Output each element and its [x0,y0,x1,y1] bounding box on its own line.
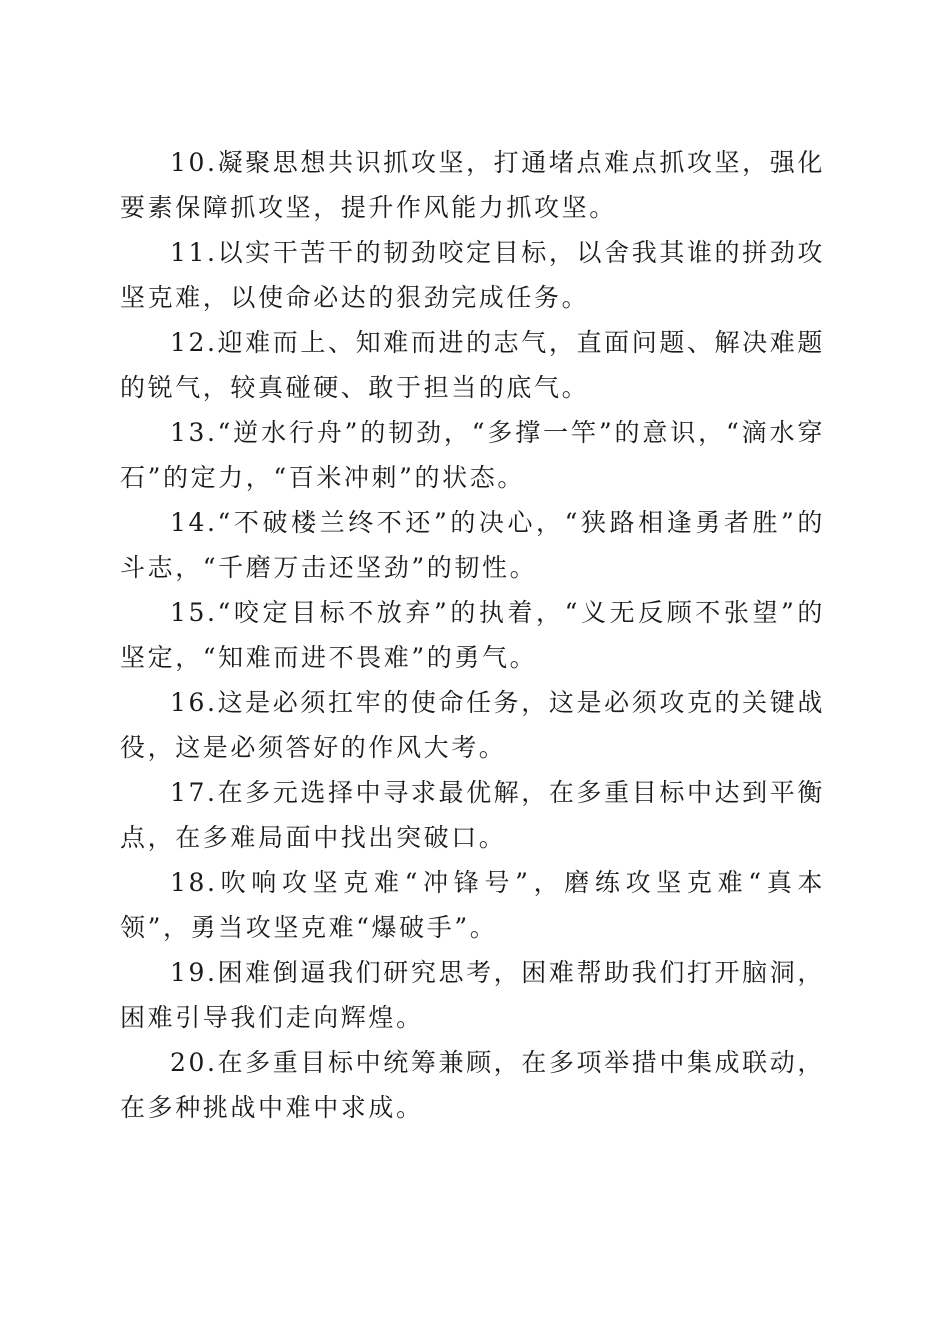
paragraph-16: 16.这是必须扛牢的使命任务，这是必须攻克的关键战役，这是必须答好的作风大考。 [120,688,825,762]
paragraph-14: 14.“不破楼兰终不还”的决心，“狭路相逢勇者胜”的斗志，“千磨万击还坚劲”的韧性。 [120,508,825,582]
document-page [120,140,825,1130]
paragraph-10: 10.凝聚思想共识抓攻坚，打通堵点难点抓攻坚，强化要素保障抓攻坚，提升作风能力抓攻坚。 [120,148,825,222]
paragraph-20: 20.在多重目标中统筹兼顾，在多项举措中集成联动，在多种挑战中难中求成。 [120,1048,825,1122]
paragraph-12: 12.迎难而上、知难而进的志气，直面问题、解决难题的锐气，较真碰硬、敢于担当的底气。 [120,328,825,402]
paragraph-17: 17.在多元选择中寻求最优解，在多重目标中达到平衡点，在多难局面中找出突破口。 [120,778,825,852]
paragraph-13: 13.“逆水行舟”的韧劲，“多撑一竿”的意识，“滴水穿石”的定力，“百米冲刺”的状态。 [120,418,825,492]
paragraph-18: 18.吹响攻坚克难“冲锋号”，磨练攻坚克难“真本领”，勇当攻坚克难“爆破手”。 [120,868,825,942]
paragraph-19: 19.困难倒逼我们研究思考，困难帮助我们打开脑洞，困难引导我们走向辉煌。 [120,958,825,1032]
paragraph-15: 15.“咬定目标不放弃”的执着，“义无反顾不张望”的坚定，“知难而进不畏难”的勇气。 [120,598,825,672]
paragraph-11: 11.以实干苦干的韧劲咬定目标，以舍我其谁的拼劲攻坚克难，以使命必达的狠劲完成任务。 [120,238,825,312]
